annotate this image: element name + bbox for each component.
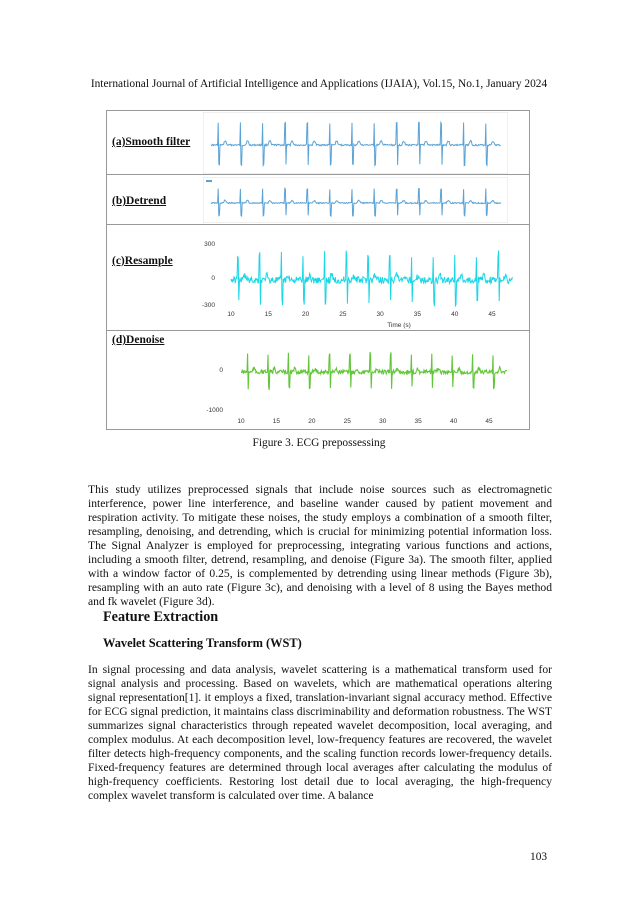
x-tick-label: 10 [237,418,245,425]
ecg-figure [106,110,530,430]
x-tick-label: 10 [227,311,235,318]
subsection-heading: Wavelet Scattering Transform (WST) [103,636,302,650]
panel-label: (a)Smooth filter [112,136,191,148]
denoise-plot [203,332,513,428]
figure-caption: Figure 3. ECG prepossessing [252,437,386,449]
panel-resample [107,225,529,331]
panel-detrend [107,175,529,225]
panel-denoise [107,331,529,429]
y-tick-label: 0 [219,367,223,374]
section-heading: Feature Extraction [103,609,219,625]
resample-plot [199,226,519,330]
x-axis-label: Time (s) [387,322,411,329]
y-tick-label: 300 [204,241,215,248]
y-tick-label: -1000 [206,407,223,414]
x-tick-label: 20 [301,311,310,318]
x-tick-label: 35 [414,418,422,425]
panel-smooth-filter [107,111,529,175]
y-tick-label: -300 [201,302,215,309]
panel-label: (c)Resample [112,255,173,267]
paragraph-preprocessing: This study utilizes preprocessed signals that include noise sources such as electromagnetic interference, power line interference, and baseline wander caused by patient movement and respiration activity. To mitigate these noises, the study employs a combination of a smooth filter, resampling, denoising, and detrending, which is crucial for minimizing potential information loss. The Signal Analyzer is employed for preprocessing, integrating various functions and actions, including a smooth filter, detrend, resampling, and denoise (Figure 3a). The smooth filter, applied with a window factor of 0.25, is complemented by detrending using linear methods (Figure 3b), resampling with an auto rate (Figure 3c), and denoising with a level of 8 using the Bayes method and fk wavelet (Figure 3d). [88,483,552,608]
x-tick-label: 15 [264,311,272,318]
paragraph-wst: In signal processing and data analysis, wavelet scattering is a mathematical transform used for signal analysis and processing. Based on wavelets, which are mathematical operations altering signal representation[1]. it employs a fixed, translation-invariant signal accuracy method. Effective for ECG signal prediction, it maintains class discriminability and deformation robustness. The WST summarizes signal characteristics through repeated wavelet decomposition, local averaging, and complex modulus. At each decomposition level, low-frequency features are recovered, the wavelet filter detects high-frequency components, and the scaling function records lower-frequency details. Fixed-frequency features are determined through local averages after calculating the modulus of high-frequency coefficients. Restoring lost detail due to local averaging, the high-frequency complex wavelet transform is calculated over time. A balance [88,663,552,802]
x-tick-label: 45 [488,311,496,318]
y-tick-label: 0 [211,275,215,282]
x-tick-label: 20 [308,418,316,425]
x-tick-label: 15 [272,418,281,425]
x-tick-label: 25 [339,311,347,318]
detrend-plot [203,177,508,223]
x-tick-label: 35 [413,311,422,318]
x-tick-label: 40 [449,418,458,425]
panel-label: (d)Denoise [112,334,165,346]
x-tick-label: 40 [451,311,459,318]
x-tick-label: 45 [485,418,493,425]
smooth-filter-plot [203,112,508,174]
ecg-trace [241,352,507,390]
panel-label: (b)Detrend [112,195,167,207]
x-tick-label: 30 [376,311,384,318]
page-number: 103 [530,851,548,863]
x-tick-label: 30 [379,418,387,425]
x-tick-label: 25 [343,418,351,425]
ecg-trace [231,251,512,307]
journal-header: International Journal of Artificial Intelligence and Applications (IJAIA), Vol.15, No.1, January 2024 [90,78,548,90]
